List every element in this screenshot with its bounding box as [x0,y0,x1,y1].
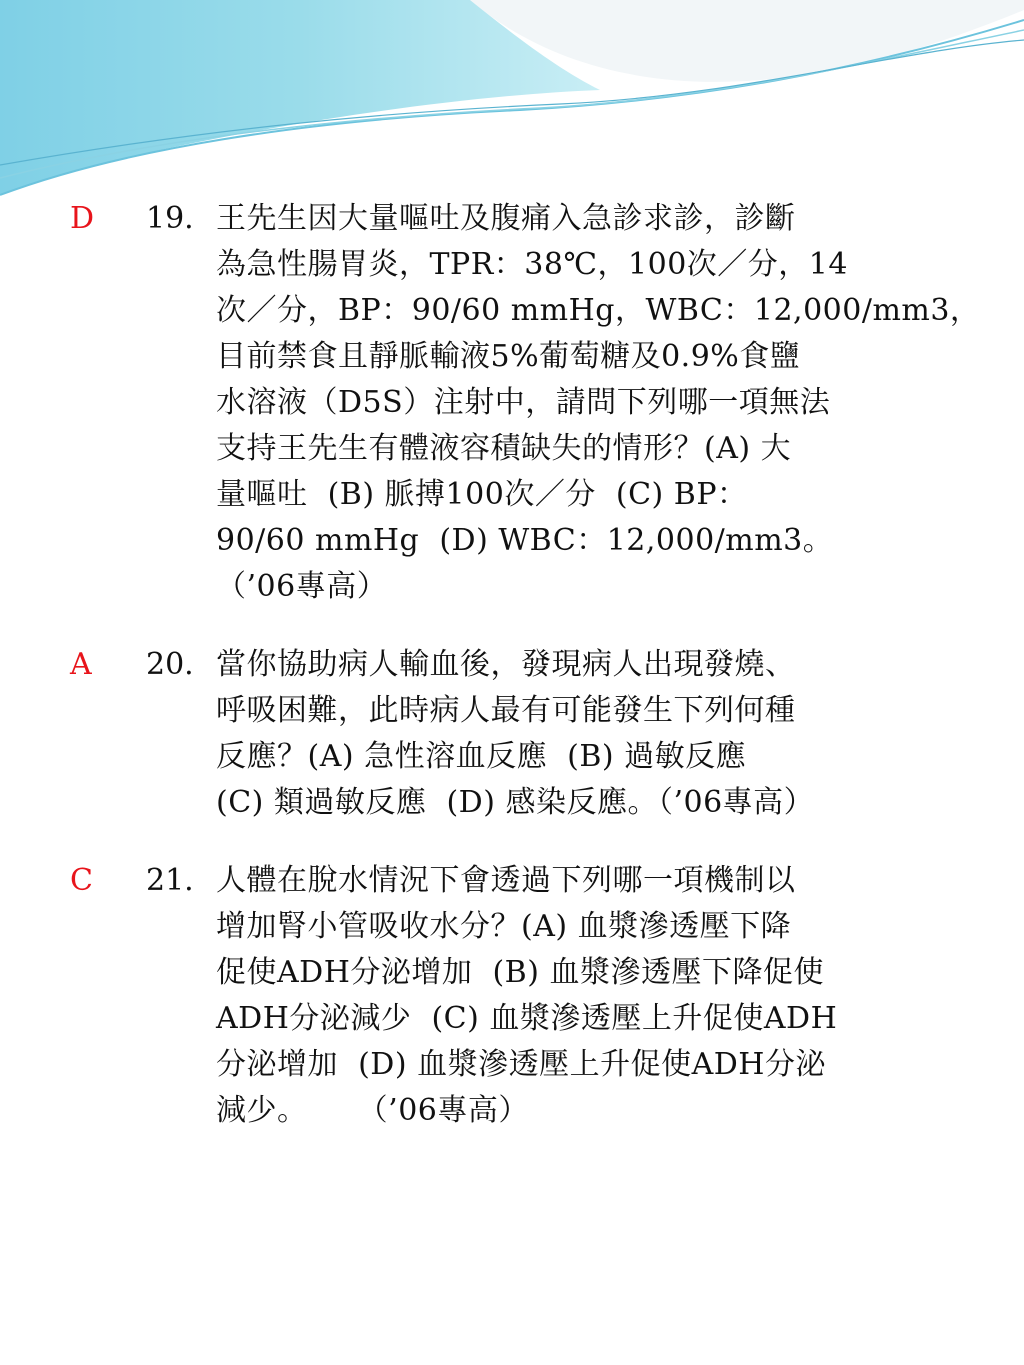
question-text-line: 分泌增加 (D) 血漿滲透壓上升促使ADH分泌 [216,1047,826,1082]
question-text-line: 支持王先生有體液容積缺失的情形？(A) 大 [216,431,792,466]
question-text-line: 減少。 （’06專高） [216,1093,529,1128]
question-text-line: 量嘔吐 (B) 脈搏100次／分 (C) BP： [216,477,748,512]
question-text-line: ADH分泌減少 (C) 血漿滲透壓上升促使ADH [216,1001,838,1036]
question-number: 21. [146,863,194,898]
question-text-line: 90/60 mmHg (D) WBC：12,000/mm3。 [216,523,834,558]
question-text-line: 目前禁食且靜脈輸液5%葡萄糖及0.9%食鹽 [216,339,801,374]
question-text-line: (C) 類過敏反應 (D) 感染反應。（’06專高） [216,785,815,820]
question-number: 20. [146,647,194,682]
question-text-line: 增加腎小管吸收水分？(A) 血漿滲透壓下降 [216,909,792,944]
question-text-line: 次／分，BP：90/60 mmHg，WBC：12,000/mm3， [216,293,981,328]
question-text-line: 水溶液（D5S）注射中，請問下列哪一項無法 [216,385,831,420]
question-text-line: （’06專高） [216,569,388,604]
question-text-line: 反應？(A) 急性溶血反應 (B) 過敏反應 [216,739,747,774]
question-text-line: 呼吸困難，此時病人最有可能發生下列何種 [216,693,796,728]
question-text-line: 為急性腸胃炎，TPR：38℃，100次／分，14 [216,247,848,282]
header-wave-decoration [0,0,1024,220]
answer-key: A [70,647,92,682]
question-text-line: 當你協助病人輸血後，發現病人出現發燒、 [216,647,796,682]
question-text-line: 王先生因大量嘔吐及腹痛入急診求診，診斷 [216,201,796,236]
answer-key: C [70,863,93,898]
question-number: 19. [146,201,194,236]
answer-key: D [70,201,95,236]
question-text-line: 人體在脫水情況下會透過下列哪一項機制以 [216,863,796,898]
question-text-line: 促使ADH分泌增加 (B) 血漿滲透壓下降促使 [216,955,824,990]
